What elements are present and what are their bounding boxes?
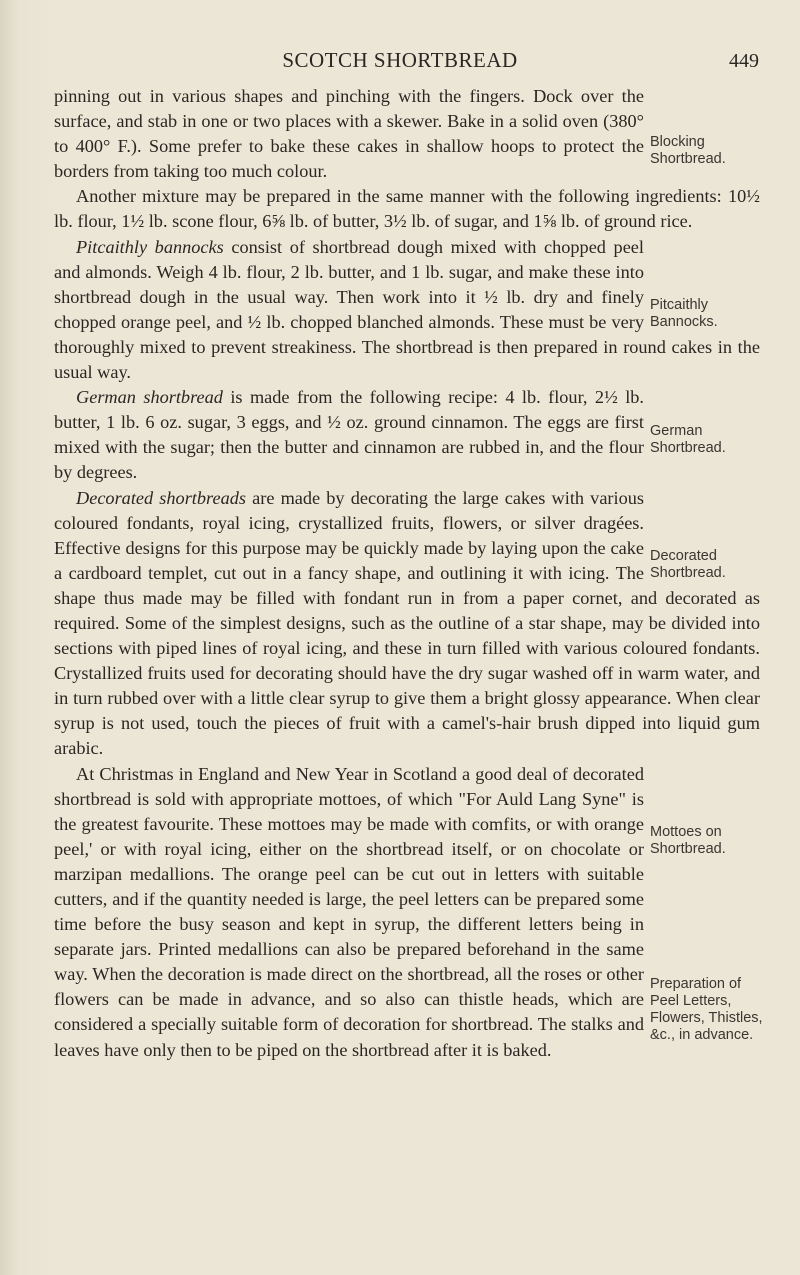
margin-note-blocking: Blocking Shortbread. [650, 134, 726, 167]
margin-note-decorated: Decorated Shortbread. [650, 547, 726, 581]
lead-term: Pitcaithly bannocks [76, 236, 224, 257]
margin-note-mottoes: Mottoes on Shortbread. [650, 823, 726, 857]
lead-term: German shortbread [76, 387, 223, 408]
paragraph-text: consist of shortbread dough mixed with chopped peel and almonds. Weigh 4 lb. flour, 2 lb. butter, and 1 lb. sugar, and make these into shortbread dough in the usual way. Then work into it ½ lb. dry and finely chopped orange peel, and ½ lb. chopped blanched almonds. These must be very thoroughly mixed to prevent streakiness. The shortbread is then prepared in round cakes in the usual way. [54, 236, 760, 383]
paragraph-text: is made from the following recipe: 4 lb. flour, 2½ lb. butter, 1 lb. 6 oz. sugar, 3 eggs, and ½ oz. ground cinnamon. The eggs are first mixed with the sugar; then the butter and cinnamon are rubbed in, and the flour by degrees. [54, 387, 644, 483]
margin-note-pitcaithly: Pitcaithly Bannocks. [650, 296, 718, 330]
body-text [54, 84, 763, 1063]
page-number: 449 [729, 50, 759, 72]
paragraph-text: are made by decorating the large cakes with various coloured fondants, royal icing, crystallized fruits, flowers, or silver dragées. Effective designs for this purpose may be quickly made by laying upon the cake a cardboard templet, cut out in a fancy shape, and outlining it with icing. The shape thus made may be filled with fondant run in from a paper cornet, and decorated as required. Some of the simplest designs, such as the outline of a star shape, may be divided into sections with piped lines of royal icing, and these in turn filled with various coloured fondants. Crystallized fruits used for decorating should have the dry sugar washed off in warm water, and in turn rubbed over with a little clear syrup to give them a bright glossy appearance. When clear syrup is not used, touch the pieces of fruit with a camel's-hair brush dipped into liquid gum arabic. [54, 487, 760, 759]
margin-note-german: German Shortbread. [650, 423, 726, 457]
running-title: SCOTCH SHORTBREAD [282, 48, 518, 72]
paragraph-decorated [54, 486, 760, 762]
margin-note-preparation: Preparation of Peel Letters, Flowers, Thistles, &c., in advance. [650, 975, 763, 1043]
paragraph-text: pinning out in various shapes and pinching with the fingers. Dock over the surface, and stab in one or two places with a skewer. Bake in a solid oven (380° to 400° F.). Some prefer to bake these cakes in shallow hoops to protect the borders from taking too much colour. [54, 86, 644, 182]
lead-term: Decorated shortbreads [76, 487, 246, 508]
paragraph-blocking [54, 84, 760, 184]
paragraph-text: At Christmas in England and New Year in Scotland a good deal of decorated shortbread is sold with appropriate mottoes, of which "For Auld Lang Syne" is the greatest favourite. These mottoes may be made with comfits, or with orange peel,' or with royal icing, either on the shortbread itself, or on chocolate or marzipan medallions. The orange peel can be cut out in letters with suitable cutters, and if the quantity needed is large, the peel letters can be prepared some time before the busy season and kept in syrup, the different letters being in separate jars. Printed medallions can also be prepared beforehand in the same way. When the decoration is made direct on the shortbread, all the roses or other flowers can be made in advance, and so also can thistle heads, which are considered a specially suitable form of decoration for shortbread. The stalks and leaves have only then to be piped on the shortbread after it is baked. [54, 763, 644, 1060]
paragraph-pitcaithly [54, 235, 760, 386]
paragraph-christmas [54, 762, 763, 1063]
paragraph-another-mixture [54, 184, 760, 234]
paragraph-german [54, 385, 760, 485]
page-header [0, 48, 800, 78]
paragraph-text: Another mixture may be prepared in the same manner with the following ingredients: 10½ lb. flour, 1½ lb. scone flour, 6⅝ lb. of butter, 3½ lb. of sugar, and 1⅝ lb. of ground rice. [54, 186, 760, 232]
